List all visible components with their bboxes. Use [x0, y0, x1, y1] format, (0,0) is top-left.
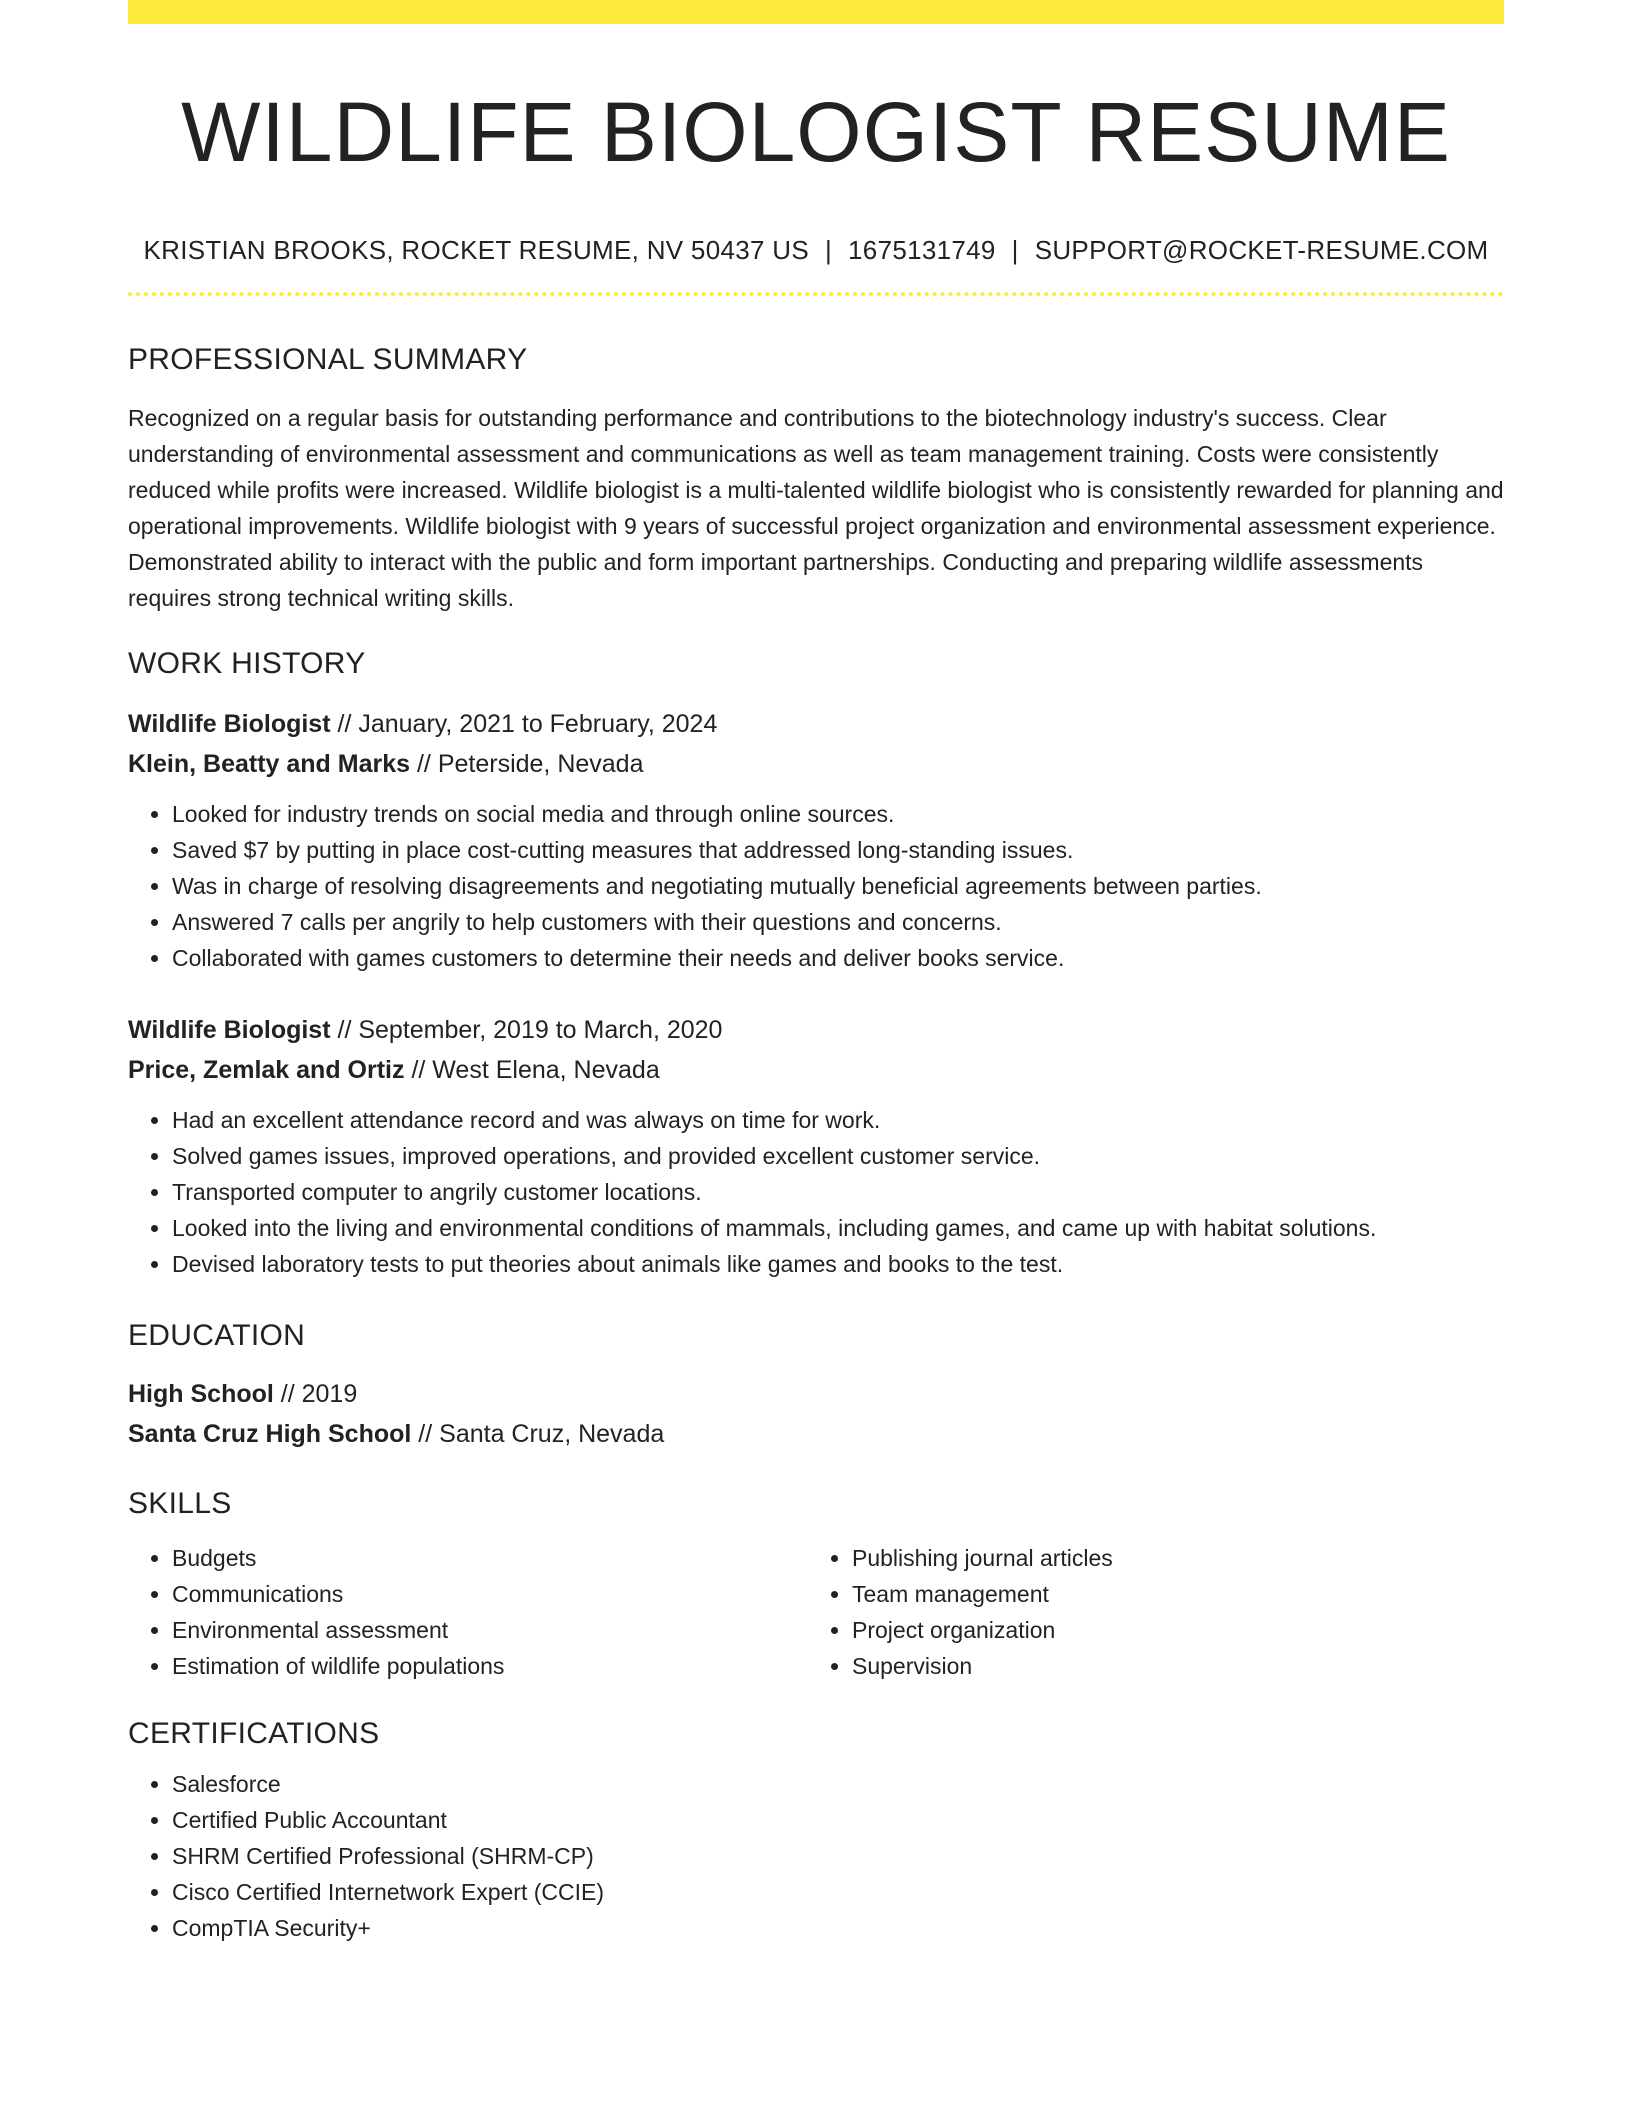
list-item: • Looked into the living and environmental conditions of mammals, including games, and came up with habitat solutions. [172, 1210, 1504, 1246]
list-item: • CompTIA Security+ [172, 1910, 1504, 1946]
list-item: • Publishing journal articles [852, 1540, 1488, 1576]
list-item: • Team management [852, 1576, 1488, 1612]
accent-top-bar [128, 0, 1504, 24]
contact-line [128, 234, 1504, 266]
list-item: • Collaborated with games customers to determine their needs and deliver books service. [172, 940, 1504, 976]
list-item: • Salesforce [172, 1766, 1504, 1802]
resume-title: WILDLIFE BIOLOGIST RESUME [181, 85, 1451, 179]
list-item: • Communications [172, 1576, 808, 1612]
education-degree: High School [128, 1380, 274, 1408]
dotted-divider [128, 292, 1504, 296]
job-dates: // January, 2021 to February, 2024 [330, 710, 718, 738]
list-item: • Looked for industry trends on social media and through online sources. [172, 796, 1504, 832]
list-item: • Supervision [852, 1648, 1488, 1684]
list-item: • Transported computer to angrily customer locations. [172, 1174, 1504, 1210]
education-degree-line [128, 1374, 1504, 1414]
list-item: • Environmental assessment [172, 1612, 808, 1648]
education-location: // Santa Cruz, Nevada [411, 1420, 665, 1448]
skills-heading: SKILLS [128, 1487, 232, 1520]
education-school-line [128, 1414, 1504, 1454]
job-location: // West Elena, Nevada [404, 1056, 660, 1084]
education-entry [128, 1374, 1504, 1454]
job-role: Wildlife Biologist [128, 710, 331, 738]
certifications-list [128, 1766, 1504, 1946]
work-history-heading: WORK HISTORY [128, 647, 366, 680]
list-item: • Was in charge of resolving disagreements and negotiating mutually beneficial agreements between parties. [172, 868, 1504, 904]
summary-heading: PROFESSIONAL SUMMARY [128, 343, 528, 376]
job-role-line [128, 1010, 1504, 1050]
skills-right-list [808, 1540, 1488, 1684]
job-company-line [128, 1050, 1504, 1090]
job-entry [128, 704, 1504, 976]
job-location: // Peterside, Nevada [410, 750, 644, 778]
list-item: • Devised laboratory tests to put theories about animals like games and books to the test. [172, 1246, 1504, 1282]
list-item: • Had an excellent attendance record and was always on time for work. [172, 1102, 1504, 1138]
job-company-line [128, 744, 1504, 784]
education-year: // 2019 [273, 1380, 358, 1408]
list-item: • Certified Public Accountant [172, 1802, 1504, 1838]
job-role-line [128, 704, 1504, 744]
skills-columns [128, 1540, 1504, 1684]
job-dates: // September, 2019 to March, 2020 [330, 1016, 723, 1044]
list-item: • Estimation of wildlife populations [172, 1648, 808, 1684]
job-entry [128, 1010, 1504, 1282]
list-item: • Project organization [852, 1612, 1488, 1648]
list-item: • Budgets [172, 1540, 808, 1576]
job-company: Price, Zemlak and Ortiz [128, 1056, 405, 1084]
education-school: Santa Cruz High School [128, 1420, 412, 1448]
contact-separator: | [1011, 235, 1019, 265]
contact-phone: 1675131749 [848, 235, 996, 265]
job-company: Klein, Beatty and Marks [128, 750, 411, 778]
list-item: • Cisco Certified Internetwork Expert (CCIE) [172, 1874, 1504, 1910]
job-bullets [128, 1102, 1504, 1282]
certifications-heading: CERTIFICATIONS [128, 1717, 380, 1750]
contact-separator: | [824, 235, 833, 265]
list-item: • Answered 7 calls per angrily to help customers with their questions and concerns. [172, 904, 1504, 940]
job-bullets [128, 796, 1504, 976]
list-item: • SHRM Certified Professional (SHRM-CP) [172, 1838, 1504, 1874]
list-item: • Saved $7 by putting in place cost-cutting measures that addressed long-standing issues. [172, 832, 1504, 868]
education-heading: EDUCATION [128, 1319, 306, 1352]
summary-text: Recognized on a regular basis for outstanding performance and contributions to the biotechnology industry's success. Clear understanding of environmental assessment and communications as well as team management training. Costs were consistently reduced while profits were increased. Wildlife biologist is a multi-talented wildlife biologist who is consistently rewarded for planning and operational improvements. Wildlife biologist with 9 years of successful project organization and environmental assessment experience. Demonstrated ability to interact with the public and form important partnerships. Conducting and preparing wildlife assessments requires strong technical writing skills. [128, 405, 1504, 611]
contact-email: SUPPORT@ROCKET-RESUME.COM [1034, 235, 1489, 265]
list-item: • Solved games issues, improved operations, and provided excellent customer service. [172, 1138, 1504, 1174]
job-role: Wildlife Biologist [128, 1016, 331, 1044]
skills-left-list [128, 1540, 808, 1684]
contact-address: KRISTIAN BROOKS, ROCKET RESUME, NV 50437 US [143, 235, 809, 265]
resume-page [128, 0, 1504, 1946]
